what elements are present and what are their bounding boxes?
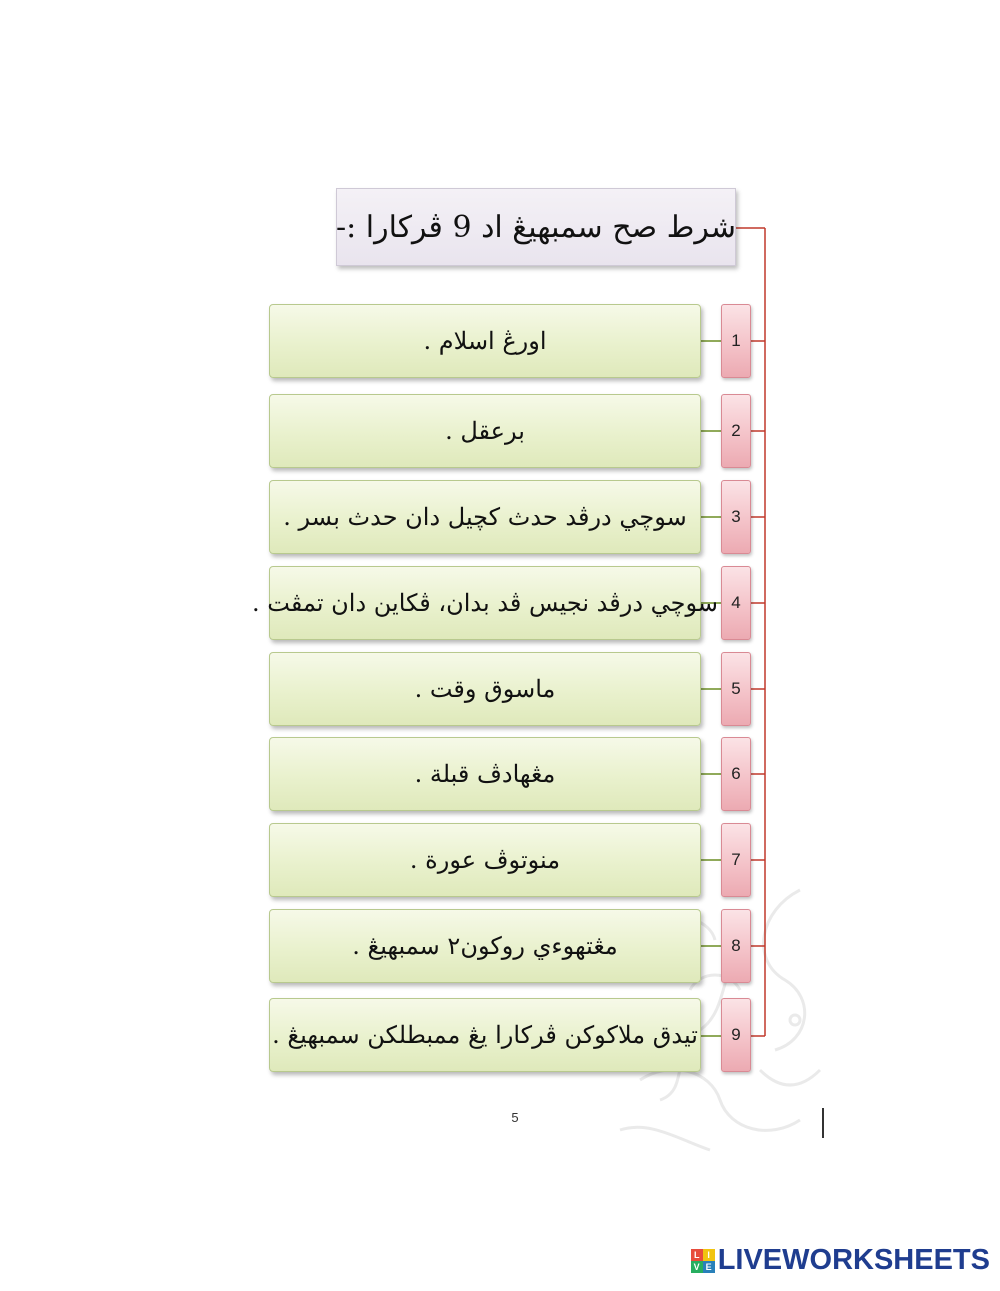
list-item-text: اورڠ اسلام .: [423, 327, 547, 355]
title-box: [336, 188, 736, 266]
number-badge-8: [721, 909, 751, 983]
list-item-3: [269, 480, 701, 554]
number-label: 5: [731, 679, 741, 698]
brand-footer[interactable]: [691, 1244, 990, 1277]
number-label: 9: [731, 1025, 741, 1044]
number-label: 4: [731, 593, 741, 612]
number-badge-1: [721, 304, 751, 378]
number-label: 3: [731, 507, 741, 526]
edge-mark: [822, 1108, 824, 1138]
list-item-8: [269, 909, 701, 983]
list-item-text: سوچي درڤد حدث کچيل دان حدث بسر .: [283, 503, 687, 531]
logo-letter: I: [703, 1249, 715, 1261]
number-badge-9: [721, 998, 751, 1072]
page-title: شرط صح سمبهيڠ اد 9 ڤركارا :-: [335, 209, 737, 245]
logo-letter: E: [703, 1261, 715, 1273]
number-label: 6: [731, 764, 741, 783]
list-item-6: [269, 737, 701, 811]
list-item-text: مڠتهوءي روکون٢ سمبهيڠ .: [352, 932, 618, 960]
brand-name: LIVEWORKSHEETS: [717, 1244, 990, 1276]
logo-letter: L: [691, 1249, 703, 1261]
list-item-2: [269, 394, 701, 468]
liveworksheets-logo-icon: [691, 1249, 715, 1273]
list-item-9: [269, 998, 701, 1072]
list-item-text: تيدق ملاکوکن ڤرکارا يڠ ممبطلکن سمبهيڠ .: [272, 1021, 698, 1049]
number-label: 1: [731, 331, 741, 350]
list-item-7: [269, 823, 701, 897]
number-label: 8: [731, 936, 741, 955]
number-badge-5: [721, 652, 751, 726]
list-item-text: مڠهادڤ قبلة .: [414, 760, 556, 788]
list-item-5: [269, 652, 701, 726]
list-item-4: [252, 566, 718, 640]
list-item-text: برعقل .: [445, 417, 525, 445]
logo-letter: V: [691, 1261, 703, 1273]
list-item-text: ماسوق وقت .: [414, 675, 556, 703]
number-badge-2: [721, 394, 751, 468]
number-label: 2: [731, 421, 741, 440]
list-item-text: سوچي درڤد نجيس ڤد بدان، ڤکاين دان تمڤت .: [252, 589, 718, 617]
number-badge-4: [721, 566, 751, 640]
list-item-1: [269, 304, 701, 378]
number-label: 7: [731, 850, 741, 869]
number-badge-6: [721, 737, 751, 811]
page-number: 5: [511, 1110, 519, 1125]
number-badge-3: [721, 480, 751, 554]
number-badge-7: [721, 823, 751, 897]
list-item-text: منوتوڤ عورة .: [409, 846, 561, 874]
